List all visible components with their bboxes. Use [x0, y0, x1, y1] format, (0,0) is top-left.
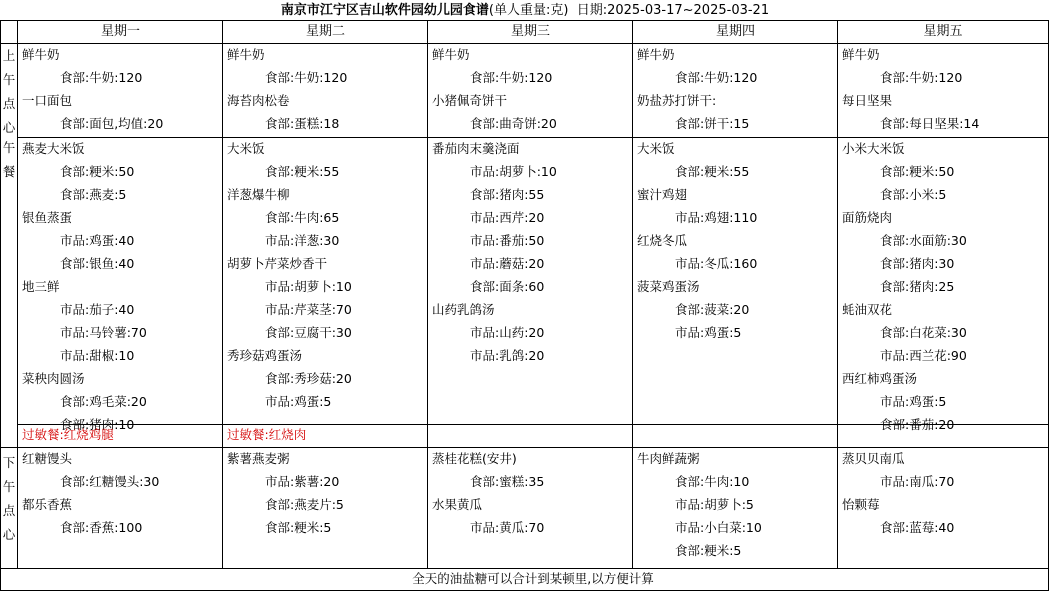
dish-name: 菜秧肉圆汤 — [22, 371, 85, 386]
dish-name: 洋葱爆牛柳 — [227, 187, 290, 202]
ingredient-line: 食部:燕麦片:5 — [265, 497, 344, 512]
ingredient-line: 市品:黄瓜:70 — [470, 520, 545, 535]
ingredient-line: 市品:西兰花:90 — [880, 348, 967, 363]
ingredient-line: 市品:乳鸽:20 — [470, 348, 545, 363]
grid-hline — [0, 43, 1049, 44]
footer-note: 全天的油盐糖可以合计到某顿里,以方便计算 — [412, 571, 654, 586]
ingredient-line: 食部:粳米:50 — [60, 164, 135, 179]
dish-name: 水果黄瓜 — [432, 497, 483, 512]
dish-name: 面筋烧肉 — [842, 210, 893, 225]
dish-name: 秀珍菇鸡蛋汤 — [227, 348, 303, 363]
dish-name: 小猪佩奇饼干 — [432, 93, 508, 108]
ingredient-line: 食部:鸡毛菜:20 — [60, 394, 147, 409]
ingredient-line: 食部:水面筋:30 — [880, 233, 967, 248]
ingredient-line: 食部:猪肉:25 — [880, 279, 955, 294]
dish-name: 红烧冬瓜 — [637, 233, 688, 248]
dish-name: 奶盐苏打饼干: — [637, 93, 717, 108]
ingredient-line: 市品:小白菜:10 — [675, 520, 762, 535]
dish-name: 蚝油双花 — [842, 302, 893, 317]
ingredient-line: 食部:小米:5 — [880, 187, 947, 202]
ingredient-line: 市品:鸡蛋:5 — [265, 394, 332, 409]
ingredient-line: 市品:西芹:20 — [470, 210, 545, 225]
grid-vline — [1048, 20, 1049, 591]
dish-name: 番茄肉末羹浇面 — [432, 141, 520, 156]
ingredient-line: 食部:红糖馒头:30 — [60, 474, 160, 489]
dish-name: 都乐香蕉 — [22, 497, 73, 512]
school-name: 南京市江宁区吉山软件园幼儿园食谱 — [280, 3, 489, 18]
ingredient-line: 市品:胡萝卜:10 — [470, 164, 557, 179]
dish-name: 海苔肉松卷 — [227, 93, 290, 108]
dish-name: 鲜牛奶 — [22, 47, 60, 62]
ingredient-line: 食部:银鱼:40 — [60, 256, 135, 271]
dish-name: 大米饭 — [637, 141, 675, 156]
dish-name: 鲜牛奶 — [842, 47, 880, 62]
day-header-fri: 星期五 — [923, 24, 963, 39]
ingredient-line: 食部:面条:60 — [470, 279, 545, 294]
meal-label-afternoon: 下午点心 — [2, 455, 16, 542]
dish-name: 山药乳鸽汤 — [432, 302, 495, 317]
ingredient-line: 市品:马铃薯:70 — [60, 325, 147, 340]
ingredient-line: 市品:蘑菇:20 — [470, 256, 545, 271]
ingredient-line: 食部:番茄:20 — [880, 417, 955, 432]
ingredient-line: 市品:南瓜:70 — [880, 474, 955, 489]
ingredient-line: 食部:粳米:55 — [265, 164, 340, 179]
dish-name: 蒸贝贝南瓜 — [842, 451, 905, 466]
ingredient-line: 市品:山药:20 — [470, 325, 545, 340]
ingredient-line: 食部:白花菜:30 — [880, 325, 967, 340]
ingredient-line: 市品:鸡蛋:40 — [60, 233, 135, 248]
ingredient-line: 食部:饼干:15 — [675, 116, 750, 131]
dish-name: 地三鲜 — [22, 279, 60, 294]
dish-name: 胡萝卜芹菜炒香干 — [227, 256, 328, 271]
ingredient-line: 食部:牛奶:120 — [470, 70, 553, 85]
ingredient-line: 食部:燕麦:5 — [60, 187, 127, 202]
ingredient-line: 食部:每日坚果:14 — [880, 116, 980, 131]
allergy-meal: 过敏餐:红烧鸡腿 — [22, 427, 114, 442]
ingredient-line: 市品:芹菜茎:70 — [265, 302, 352, 317]
ingredient-line: 食部:牛奶:120 — [60, 70, 143, 85]
dish-name: 燕麦大米饭 — [22, 141, 85, 156]
ingredient-line: 食部:秀珍菇:20 — [265, 371, 352, 386]
dish-name: 蜜汁鸡翅 — [637, 187, 688, 202]
dish-name: 大米饭 — [227, 141, 265, 156]
ingredient-line: 食部:豆腐干:30 — [265, 325, 352, 340]
dish-name: 鲜牛奶 — [637, 47, 675, 62]
dish-name: 西红柿鸡蛋汤 — [842, 371, 918, 386]
grid-vline — [0, 20, 1, 591]
ingredient-line: 食部:牛奶:120 — [675, 70, 758, 85]
ingredient-line: 食部:曲奇饼:20 — [470, 116, 557, 131]
weight-unit: (单人重量:克) — [488, 3, 569, 18]
sheet-title — [0, 0, 1050, 20]
meal-label-lunch: 午餐 — [2, 140, 16, 179]
ingredient-line: 食部:香蕉:100 — [60, 520, 143, 535]
ingredient-line: 食部:猪肉:30 — [880, 256, 955, 271]
ingredient-line: 市品:鸡蛋:5 — [675, 325, 742, 340]
day-header-tue: 星期二 — [305, 24, 345, 39]
ingredient-line: 食部:牛肉:10 — [675, 474, 750, 489]
dish-name: 怡颗莓 — [842, 497, 880, 512]
ingredient-line: 市品:胡萝卜:10 — [265, 279, 352, 294]
day-header-thu: 星期四 — [715, 24, 755, 39]
dish-name: 鲜牛奶 — [432, 47, 470, 62]
ingredient-line: 食部:牛奶:120 — [265, 70, 348, 85]
ingredient-line: 市品:洋葱:30 — [265, 233, 340, 248]
ingredient-line: 市品:鸡蛋:5 — [880, 394, 947, 409]
ingredient-line: 市品:胡萝卜:5 — [675, 497, 754, 512]
ingredient-line: 食部:菠菜:20 — [675, 302, 750, 317]
dish-name: 牛肉鲜蔬粥 — [637, 451, 700, 466]
ingredient-line: 食部:粳米:5 — [675, 543, 742, 558]
dish-name: 一口面包 — [22, 93, 73, 108]
grid-hline — [0, 20, 1049, 21]
dish-name: 每日坚果 — [842, 93, 893, 108]
date-range: 日期:2025-03-17~2025-03-21 — [576, 3, 770, 18]
day-header-mon: 星期一 — [100, 24, 140, 39]
dish-name: 小米大米饭 — [842, 141, 905, 156]
ingredient-line: 市品:鸡翅:110 — [675, 210, 758, 225]
dish-name: 菠菜鸡蛋汤 — [637, 279, 700, 294]
dish-name: 蒸桂花糕(安井) — [432, 451, 517, 466]
ingredient-line: 食部:粳米:5 — [265, 520, 332, 535]
dish-name: 红糖馒头 — [22, 451, 73, 466]
dish-name: 鲜牛奶 — [227, 47, 265, 62]
ingredient-line: 市品:番茄:50 — [470, 233, 545, 248]
ingredient-line: 市品:茄子:40 — [60, 302, 135, 317]
ingredient-line: 食部:面包,均值:20 — [60, 116, 164, 131]
ingredient-line: 食部:猪肉:10 — [60, 417, 135, 432]
grid-hline — [0, 590, 1049, 591]
ingredient-line: 市品:冬瓜:160 — [675, 256, 758, 271]
allergy-meal: 过敏餐:红烧肉 — [227, 427, 307, 442]
ingredient-line: 食部:猪肉:55 — [470, 187, 545, 202]
ingredient-line: 食部:牛奶:120 — [880, 70, 963, 85]
meal-label-morning: 上午点心 — [2, 48, 16, 135]
ingredient-line: 食部:蜜糕:35 — [470, 474, 545, 489]
dish-name: 紫薯燕麦粥 — [227, 451, 290, 466]
ingredient-line: 市品:甜椒:10 — [60, 348, 135, 363]
ingredient-line: 食部:蓝莓:40 — [880, 520, 955, 535]
ingredient-line: 食部:粳米:55 — [675, 164, 750, 179]
ingredient-line: 食部:牛肉:65 — [265, 210, 340, 225]
ingredient-line: 市品:紫薯:20 — [265, 474, 340, 489]
ingredient-line: 食部:蛋糕:18 — [265, 116, 340, 131]
ingredient-line: 食部:粳米:50 — [880, 164, 955, 179]
dish-name: 银鱼蒸蛋 — [22, 210, 73, 225]
day-header-wed: 星期三 — [510, 24, 550, 39]
